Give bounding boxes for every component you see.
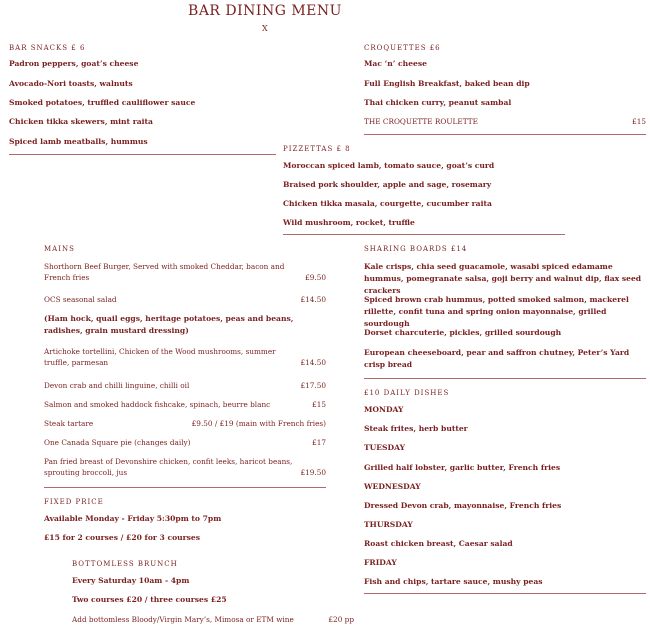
daily-dish: Dressed Devon crab, mayonnaise, French fries [364, 501, 562, 510]
croquette-item: Full English Breakfast, baked bean dip [364, 79, 530, 88]
mains-item-price: £14.50 [300, 295, 326, 304]
daily-dishes-heading: £10 DAILY DISHES [364, 389, 450, 397]
croquettes-heading: CROQUETTES £6 [364, 44, 441, 52]
sharing-board-item: European cheeseboard, pear and saffron chutney, Peter’s Yard crisp bread [364, 348, 630, 369]
daily-dish: Steak frites, herb butter [364, 424, 468, 433]
mains-item [44, 346, 326, 368]
mains-item-text: Devon crab and chilli linguine, chilli oil [44, 381, 190, 390]
bottomless-addon-price: £20 pp [328, 615, 354, 624]
bottomless-brunch-heading: BOTTOMLESS BRUNCH [72, 560, 178, 568]
bar-snack-item: Avocado-Nori toasts, walnuts [9, 79, 133, 88]
daily-day: TUESDAY [364, 443, 406, 452]
bottomless-addon-row [72, 614, 354, 625]
daily-day: MONDAY [364, 405, 404, 414]
divider [9, 154, 276, 155]
mains-item-text: One Canada Square pie (changes daily) [44, 438, 191, 447]
mains-item-price: £9.50 [305, 273, 326, 282]
croquette-roulette-row [364, 116, 646, 127]
daily-dish: Roast chicken breast, Caesar salad [364, 539, 513, 548]
pizzetta-item: Moroccan spiced lamb, tomato sauce, goat’s curd [283, 161, 495, 170]
pizzetta-item: Braised pork shoulder, apple and sage, rosemary [283, 180, 492, 189]
mains-item-text: Pan fried breast of Devonshire chicken, confit leeks, haricot beans, sprouting broccoli, jus [44, 457, 293, 477]
mains-item [44, 261, 326, 283]
fixed-price-line: £15 for 2 courses / £20 for 3 courses [44, 533, 201, 542]
mains-item [44, 380, 326, 391]
divider [44, 487, 326, 488]
mains-item [44, 437, 326, 448]
croquette-roulette-label: THE CROQUETTE ROULETTE [364, 117, 478, 126]
mains-item-price: £14.50 [300, 358, 326, 367]
fixed-price-line: Available Monday - Friday 5:30pm to 7pm [44, 514, 222, 523]
sharing-board-item: Kale crisps, chia seed guacamole, wasabi spiced edamame hummus, pomegranate salsa, goji berry and walnut dip, flax seed crackers [364, 262, 642, 295]
bar-snacks-heading: BAR SNACKS £ 6 [9, 44, 86, 52]
close-icon[interactable]: X [262, 24, 268, 33]
sharing-board-item: Dorset charcuterie, pickles, grilled sourdough [364, 328, 562, 337]
mains-item [44, 456, 326, 478]
croquette-item: Mac ‘n’ cheese [364, 59, 427, 68]
mains-item-note: (Ham hock, quail eggs, heritage potatoes, peas and beans, radishes, grain mustard dressing) [44, 314, 294, 335]
mains-item-text: Artichoke tortellini, Chicken of the Wood mushrooms, summer truffle, parmesan [44, 347, 276, 367]
daily-dish: Fish and chips, tartare sauce, mushy peas [364, 577, 543, 586]
mains-item [44, 294, 326, 305]
mains-item-text: Salmon and smoked haddock fishcake, spinach, beurre blanc [44, 400, 271, 409]
sharing-boards-heading: SHARING BOARDS £14 [364, 245, 468, 253]
pizzettas-heading: PIZZETTAS £ 8 [283, 145, 351, 153]
croquette-item: Thai chicken curry, peanut sambal [364, 98, 512, 107]
daily-day: WEDNESDAY [364, 482, 421, 491]
mains-item-price: £9.50 / £19 (main with French fries) [191, 419, 326, 428]
daily-dish: Grilled half lobster, garlic butter, French fries [364, 463, 561, 472]
mains-item-text: Steak tartare [44, 419, 94, 428]
bar-snack-item: Smoked potatoes, truffled cauliflower sauce [9, 98, 196, 107]
page-title: BAR DINING MENU [188, 3, 342, 19]
bar-snack-item: Padron peppers, goat’s cheese [9, 59, 139, 68]
mains-item-price: £15 [312, 400, 326, 409]
mains-item-price: £19.50 [300, 468, 326, 477]
daily-day: FRIDAY [364, 558, 397, 567]
divider [364, 593, 646, 594]
bottomless-addon-text: Add bottomless Bloody/Virgin Mary’s, Mimosa or ETM wine [72, 615, 294, 624]
divider [364, 378, 646, 379]
pizzetta-item: Chicken tikka masala, courgette, cucumber raita [283, 199, 492, 208]
daily-day: THURSDAY [364, 520, 413, 529]
divider [364, 134, 646, 135]
mains-heading: MAINS [44, 245, 75, 253]
pizzetta-item: Wild mushroom, rocket, truffle [283, 218, 415, 227]
divider [283, 234, 565, 235]
croquette-roulette-price: £15 [632, 117, 646, 126]
bottomless-line: Two courses £20 / three courses £25 [72, 595, 227, 604]
mains-item [44, 418, 326, 429]
bar-snack-item: Chicken tikka skewers, mint raita [9, 117, 153, 126]
sharing-board-item: Spiced brown crab hummus, potted smoked salmon, mackerel rillette, confit tuna and spring onion mayonnaise, grilled sourdough [364, 295, 629, 328]
mains-item-text: Shorthorn Beef Burger, Served with smoked Cheddar, bacon and French fries [44, 262, 285, 282]
fixed-price-heading: FIXED PRICE [44, 498, 104, 506]
mains-item-price: £17.50 [300, 381, 326, 390]
mains-item-text: OCS seasonal salad [44, 295, 117, 304]
mains-item [44, 399, 326, 410]
mains-item-price: £17 [312, 438, 326, 447]
bar-snack-item: Spiced lamb meatballs, hummus [9, 137, 148, 146]
bottomless-line: Every Saturday 10am - 4pm [72, 576, 190, 585]
